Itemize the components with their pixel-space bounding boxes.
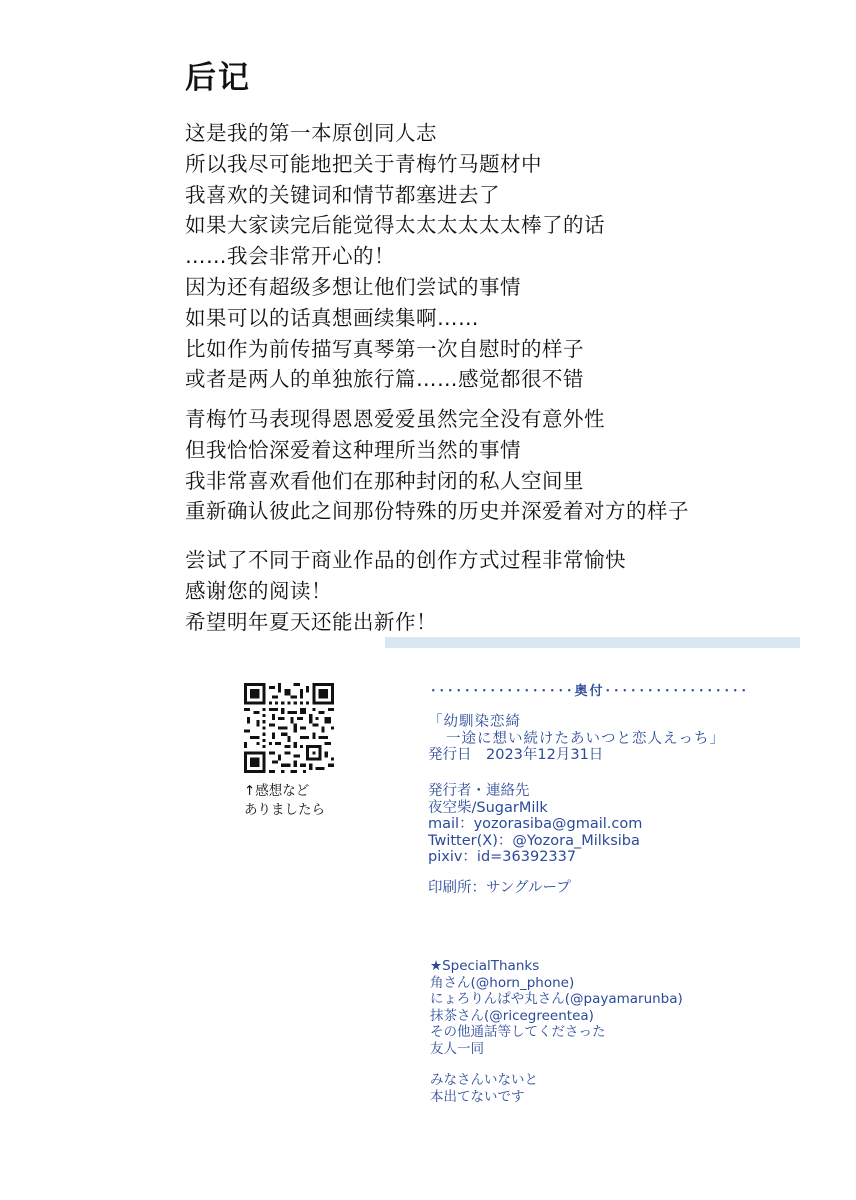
work-title-line: 一途に想い続けたあいつと恋人えっち」	[446, 730, 725, 747]
text-line: 青梅竹马表现得恩恩爱爱虽然完全没有意外性	[185, 407, 605, 431]
afterword-paragraph-3	[185, 545, 626, 637]
special-thanks	[430, 958, 683, 1058]
text-line: 所以我尽可能地把关于青梅竹马题材中	[185, 151, 542, 176]
colophon-title-block	[428, 714, 725, 764]
qr-caption-line: ありましたら	[244, 802, 325, 818]
text-line: 但我恰恰深爱着这种理所当然的事情	[185, 437, 521, 462]
text-line: ……我会非常开心的！	[185, 244, 395, 269]
work-title-line: 「幼馴染恋綺	[428, 714, 521, 730]
text-line: 希望明年夏天还能出新作！	[185, 609, 437, 634]
thanks-closing-line: みなさんいないと	[430, 1072, 538, 1088]
dotted-leader: ･････････････････	[604, 684, 750, 699]
thanks-heading: ★SpecialThanks	[430, 958, 540, 974]
thanks-closing	[430, 1072, 538, 1106]
text-line: 尝试了不同于商业作品的创作方式过程非常愉快	[185, 548, 626, 572]
colophon-printer	[428, 880, 571, 897]
afterword-title: 后记	[185, 60, 251, 96]
text-line: 因为还有超级多想让他们尝试的事情	[185, 274, 521, 299]
text-line: 或者是两人的单独旅行篇……感觉都很不错	[185, 367, 584, 392]
colophon-header	[430, 680, 770, 699]
afterword-paragraph-2	[185, 404, 689, 527]
thanks-line: その他通話等してくださった	[430, 1024, 606, 1041]
colophon-header-label: 奥付	[574, 684, 605, 699]
text-line: 比如作为前传描写真琴第一次自慰时的样子	[185, 336, 584, 361]
qr-caption	[244, 782, 325, 820]
thanks-closing-line: 本出てないです	[430, 1089, 525, 1105]
colophon-contact-block	[428, 783, 642, 866]
qr-caption-line: ↑感想など	[244, 783, 310, 799]
divider-bar	[385, 637, 800, 648]
qr-code-icon	[244, 683, 334, 773]
thanks-line: 角さん(@horn_phone)	[430, 974, 575, 991]
text-line: 如果大家读完后能觉得太太太太太太棒了的话	[185, 213, 605, 238]
thanks-line: 抹茶さん(@ricegreentea)	[430, 1007, 594, 1024]
dotted-leader: ･････････････････	[430, 684, 575, 699]
text-line: 我喜欢的关键词和情节都塞进去了	[185, 182, 500, 207]
contact-twitter: Twitter(X)：@Yozora_Milksiba	[428, 832, 640, 849]
text-line: 重新确认彼此之间那份特殊的历史并深爱着对方的样子	[185, 499, 689, 524]
circle-name: 夜空柴/SugarMilk	[428, 799, 548, 816]
contact-pixiv: pixiv：id=36392337	[428, 849, 577, 866]
text-line: 如果可以的话真想画续集啊……	[185, 305, 479, 330]
text-line: 这是我的第一本原创同人志	[185, 121, 437, 145]
thanks-line: 友人一同	[430, 1040, 484, 1057]
printer-line: 印刷所：サングループ	[428, 880, 571, 896]
thanks-line: にょろりんぱや丸さん(@payamarunba)	[430, 991, 683, 1008]
issue-date: 発行日 2023年12月31日	[428, 747, 604, 764]
publisher-label: 発行者・連絡先	[428, 783, 530, 799]
text-line: 我非常喜欢看他们在那种封闭的私人空间里	[185, 468, 584, 493]
contact-mail: mail：yozorasiba@gmail.com	[428, 816, 643, 833]
text-line: 感谢您的阅读！	[185, 578, 332, 603]
afterword-paragraph-1	[185, 118, 605, 395]
